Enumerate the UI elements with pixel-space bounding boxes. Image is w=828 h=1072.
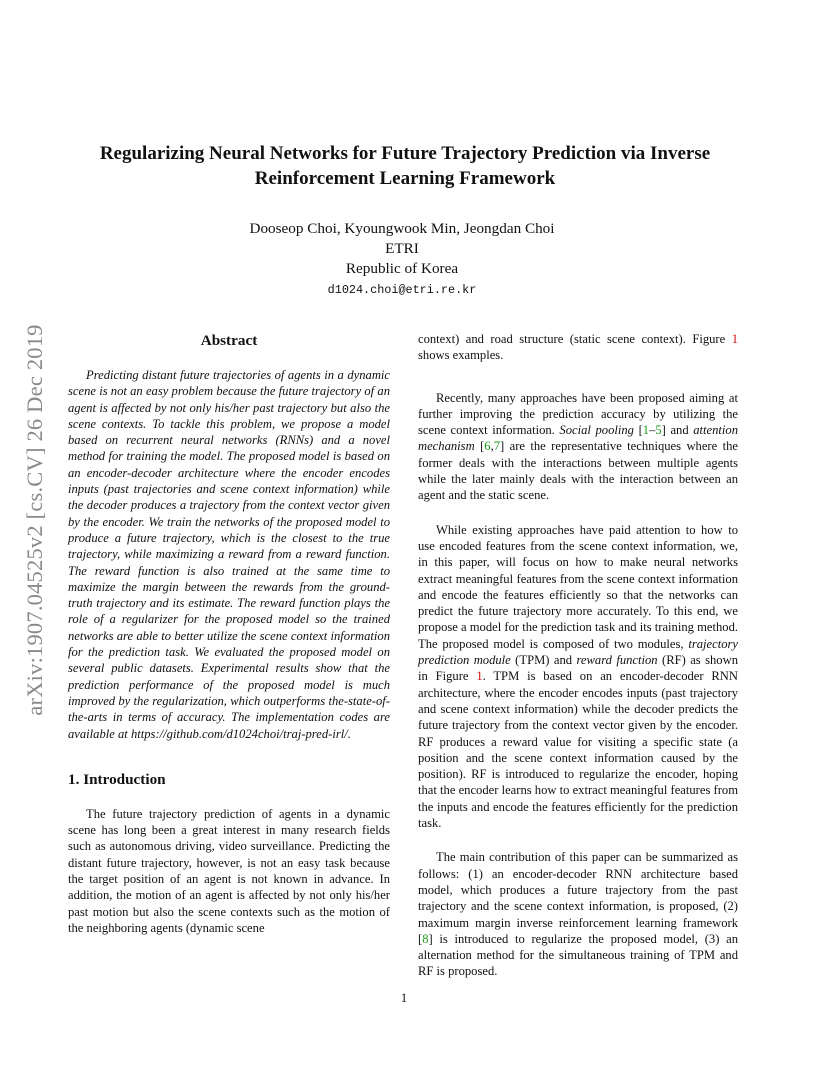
reward-function-term: reward function [576,653,658,668]
citation-link-6[interactable]: 6 [484,439,491,454]
figure-1-link[interactable]: 1 [476,669,483,684]
introduction-heading: 1. Introduction [68,770,166,788]
citation-link-7[interactable]: 7 [493,439,501,454]
intro-paragraph-1: The future trajectory prediction of agents in a dynamic scene has long been a great interest in many research fields such as autonomous driving, video surveillance. Predicting the distant future trajectory, however, is not an easy task because the target position of an agent is not known in advance. In addition, the motion of an agent is affected by not only his/her past motion but also the scene contexts such as the motion of the neighboring agents (dynamic scene [68,806,390,935]
text-span: ] is introduced to regularize the proposed model, (3) an alternation method for the simultaneous training of TPM and RF is proposed. [418,931,738,979]
author-block [150,219,654,301]
arxiv-identifier: arXiv:1907.04525v2 [cs.CV] 26 Dec 2019 [22,324,47,716]
text-span: – [649,423,656,438]
text-span: context) and road structure (static scene context). Figure [418,332,732,346]
attention-mechanism-term: attention mechanism [418,423,739,454]
intro-paragraph-4 [418,849,738,979]
text-span: Recently, many approaches have been proposed aiming at further improving the prediction accuracy by utilizing the scene context information. [418,390,738,438]
paper-title [80,141,730,191]
affiliation: ETRI [385,240,419,257]
social-pooling-term: Social pooling [559,423,634,438]
abstract-heading: Abstract [200,332,258,349]
page-number: 1 [400,991,408,1005]
intro-paragraph-1-continued [418,331,738,364]
text-span: , [490,439,494,454]
text-span: (TPM) and [510,653,577,668]
abstract-text: Predicting distant future trajectories of agents in a dynamic scene is not an easy problem because the future trajectory of an agent is affected by not only his/her past trajectory but also the scene contexts. To tackle this problem, we propose a model based on recurrent neural networks (RNNs) and a novel method for training the model. The proposed model is based on an encoder-decoder architecture where the encoder encodes inputs (past trajectories and scene context information) while the decoder produces a trajectory from the context vector given by the encoder. We train the networks of the proposed model to produce a future trajectory, which is the closest to the true trajectory, while maximizing a reward from a reward function. The reward function is also trained at the same time to maximize the margin between the rewards from the ground-truth trajectory and its estimate. The reward function plays the role of a regularizer for the proposed model so the trained networks are able to better utilize the scene context information for the prediction task. We evaluated the proposed model on several public datasets. Experimental results show that the prediction performance of the proposed model is much improved by the regularization, which outperforms the-state-of-the-arts in terms of accuracy. The implementation codes are available at https://github.com/d1024choi/traj-pred-irl/. [68,368,390,741]
text-span: . TPM is based on an encoder-decoder RNN architecture, where the encoder encodes inputs (past trajectory and scene context information) while the decoder predicts the future trajectory from the context vector given by the encoder. RF produces a reward value for visiting a specific state (a position and the scene context information caused by the position). RF is introduced to regularize the encoder, hoping that the encoder learns how to extract meaningful features from the inputs and encode the features efficiently for the prediction task. [418,669,738,831]
citation-link-5[interactable]: 5 [655,423,662,438]
text-span: [ [633,423,643,438]
text-span: The main contribution of this paper can be summarized as follows: (1) an encoder-decoder RNN architecture based model, which produces a future trajectory from the past trajectory and the scene context information, is proposed, (2) maximum margin inverse reinforcement learning framework [ [418,850,738,946]
intro-paragraph-3 [418,522,738,832]
text-span: ] and [661,423,694,438]
author-names: Dooseop Choi, Kyoungwook Min, Jeongdan Choi [249,220,555,237]
text-span: (RF) as shown in Figure [418,653,738,684]
text-span: ] are the representative techniques where the former deals with the interactions between multiple agents while the later mainly deals with the interaction between an agent and the static scene. [418,439,738,503]
citation-link-8[interactable]: 8 [422,931,429,946]
left-column [68,331,390,936]
title-line-1: Regularizing Neural Networks for Future Trajectory Prediction via Inverse [99,143,711,164]
author-email: d1024.choi@etri.re.kr [327,283,477,297]
figure-1-link[interactable]: 1 [731,332,738,346]
text-span: shows examples. [418,348,504,363]
title-line-2: Reinforcement Learning Framework [254,168,556,189]
text-span: [ [474,439,485,454]
country: Republic of Korea [345,260,459,277]
citation-link-1[interactable]: 1 [642,423,650,438]
right-column [418,331,738,980]
text-span: While existing approaches have paid attention to how to use encoded features from the scene context information, we, in this paper, will focus on how to make neural networks extract meaningful features from the scene context information and encode the features efficiently so that the networks can predict the future trajectory more accurately. To this end, we propose a model for the prediction task and its training method. The proposed model is composed of two modules, [418,522,739,651]
intro-paragraph-2 [418,390,738,504]
tpm-term: trajectory prediction module [418,636,738,668]
